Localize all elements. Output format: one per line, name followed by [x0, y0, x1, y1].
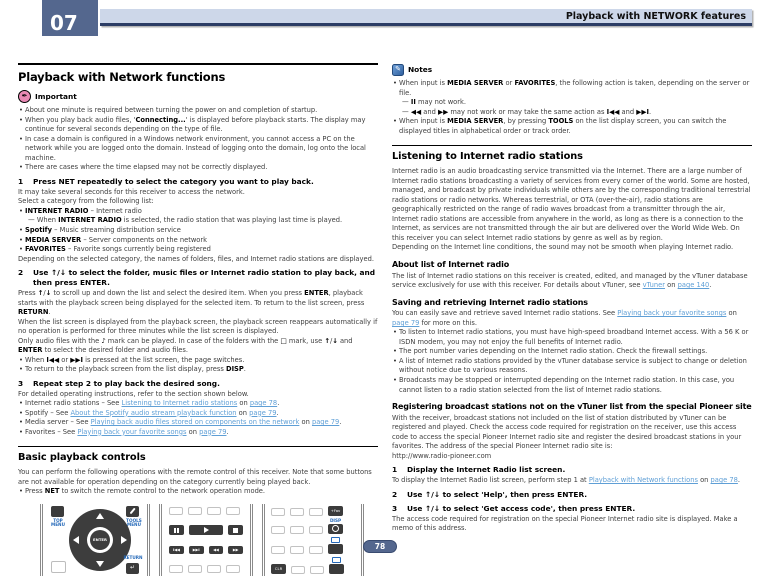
unlabeled-button [309, 526, 323, 534]
paragraph: The access code required for registration on the special Pioneer Internet radio site is displayed. Make a memo of this address. [392, 514, 738, 533]
register-step-3-heading: 3 Use ↑/↓ to select 'Get access code', then press ENTER. [392, 503, 636, 513]
pause-button [169, 525, 184, 535]
list-item: • There are cases where the time elapsed may not be correctly displayed. [18, 163, 378, 173]
notes-callout [392, 64, 752, 76]
list-item: • A list of Internet radio stations provided by the vTuner database service is subject to change or deletion without notice due to various reasons. [392, 357, 752, 376]
disp-button-group [328, 519, 343, 534]
disp-label: DISP [329, 517, 342, 523]
paragraph: Only audio files with the ♪ mark can be played. In case of the folders with the □ mark, use ↑/↓ and ENTER to select the desired folder and audio files. [18, 336, 353, 355]
list-subnote: — II may not work. [402, 98, 467, 107]
play-button [189, 525, 223, 535]
step-2-heading: 2 Use ↑/↓ to select the folder, music files or Internet radio station to play back, and then press ENTER. [18, 268, 376, 288]
stop-icon [233, 528, 238, 533]
paragraph: To display the Internet Radio list screen, perform step 1 at Playback with Network functions on page 78. [392, 476, 741, 485]
unlabeled-button [310, 566, 324, 574]
display-button [328, 524, 343, 534]
section-title: Playback with Network functions [18, 63, 378, 85]
cross-reference-link[interactable]: page 79 [249, 408, 277, 417]
directional-pad [69, 509, 131, 571]
pioneer-radio-url: http://www.radio-pioneer.com [392, 451, 492, 460]
paragraph: It may take several seconds for this receiver to access the network. [18, 187, 245, 196]
list-subnote: — When INTERNET RADIO is selected, the radio station that was playing last time is played. [28, 216, 343, 225]
cross-reference-link[interactable]: page 78 [710, 476, 738, 485]
previous-track-button: I◀◀ [169, 546, 184, 554]
list-item: • Internet radio stations – See Listening to Internet radio stations on page 78. [18, 399, 378, 409]
cross-reference-link[interactable]: Playing back your favorite songs [77, 427, 187, 436]
cross-reference-link[interactable]: Playing back your favorite songs [617, 309, 727, 318]
list-item: • Spotify – Music streaming distribution service [18, 226, 378, 236]
cross-reference-list [18, 399, 378, 437]
page-content [18, 63, 752, 576]
unlabeled-button [290, 526, 304, 534]
function-button-group [329, 557, 344, 574]
paragraph: For detailed operating instructions, refer to the section shown below. [18, 389, 249, 398]
important-list [18, 106, 378, 173]
basic-controls-list [18, 487, 378, 497]
right-arrow-icon [121, 536, 127, 544]
list-item: • When input is MEDIA SERVER or FAVORITES, the following action is taken, depending on the server or file. [392, 79, 752, 98]
paragraph: When the list screen is displayed from the playback screen, the playback screen reappears automatically if no operation is performed for three minutes while the list screen is displayed. [18, 317, 378, 336]
page-header-bar [100, 9, 752, 26]
cross-reference-link[interactable]: page 78 [249, 399, 278, 408]
register-step-1-heading: 1 Display the Internet Radio list screen. [392, 465, 566, 475]
page-number-badge [363, 540, 397, 553]
unlabeled-button [271, 546, 285, 554]
paragraph: You can perform the following operations with the remote control of this receiver. Note that some buttons are not available for operation depending on the category currently being played back. [18, 468, 372, 486]
clock-icon [332, 525, 339, 532]
up-arrow-icon [96, 513, 104, 519]
play-icon [204, 527, 209, 533]
important-icon: ✒ [18, 90, 31, 103]
button-row [271, 557, 355, 574]
basic-controls-title: Basic playback controls [18, 446, 378, 465]
cross-reference-link[interactable]: page 79 [199, 427, 227, 436]
chapter-number: 07 [50, 11, 78, 35]
cross-reference-link[interactable]: Listening to Internet radio stations [121, 399, 238, 408]
button-row [271, 537, 355, 554]
paragraph: You can easily save and retrieve saved Internet radio stations. See Playing back your favorite songs on page 79 for more on this. [392, 309, 737, 327]
cross-reference-link[interactable]: vTuner [642, 281, 666, 290]
list-subnote: — ◀◀ and ▶▶ may not work or may take the same action as I◀◀ and ▶▶I. [402, 107, 652, 116]
unlabeled-button [226, 565, 240, 573]
notes-icon: ✎ [392, 64, 404, 76]
top-menu-label: TOP MENU [51, 517, 65, 528]
saving-subheading: Saving and retrieving Internet radio stations [392, 297, 588, 307]
step-3-heading: 3 Repeat step 2 to play back the desired song. [18, 378, 220, 388]
registering-subheading: Registering broadcast stations not on the vTuner list from the special Pioneer site [392, 402, 752, 412]
category-list [18, 207, 378, 255]
cross-reference-link[interactable]: page 140 [677, 281, 710, 290]
remote-panel-navigation [40, 504, 150, 576]
step-1-heading: 1 Press NET repeatedly to select the category you want to play back. [18, 176, 314, 186]
paragraph: Depending on the Internet line conditions, the sound may not be smooth when playing Internet radio. [392, 243, 734, 252]
list-item: • FAVORITES – Favorite songs currently being registered [18, 245, 378, 255]
button-row [169, 565, 243, 573]
list-item: • Press NET to switch the remote control to the network operation mode. [18, 487, 378, 497]
chapter-number-box [42, 0, 98, 36]
remote-panel-transport [159, 504, 253, 576]
unlabeled-button [291, 566, 305, 574]
list-item: • Spotify – See About the Spotify audio stream playback function on page 79. [18, 409, 378, 419]
unlabeled-button [309, 546, 323, 554]
paragraph: Select a category from the following list: [18, 197, 154, 206]
button-row [271, 506, 355, 516]
cross-reference-link[interactable]: page 79 [392, 318, 420, 327]
unlabeled-button [207, 565, 221, 573]
list-item: • Media server – See Playing back audio files stored on components on the network on page 79. [18, 418, 378, 428]
button-row [169, 507, 243, 515]
unlabeled-button [271, 526, 285, 534]
tools-menu-label: TOOLS MENU [126, 517, 142, 528]
return-label: RETURN [123, 555, 143, 561]
return-button: ↵ [126, 563, 139, 574]
remote-control-illustration [40, 504, 378, 576]
paragraph: Internet radio is an audio broadcasting service transmitted via the Internet. There are a large number of Internet radio stations broadcasting a variety of services from every corner of the world. Some are hosted, managed, and broadcast by private individuals while others are by the corresponding traditional terrestrial radio stations or radio networks. Whereas terrestrial, or OTA (over-the-air), radio stations are geographically restricted on the range of radio waves broadcast from a transmitter through the air, Internet radio stations are accessible from anywhere in the world, as long as there is a connection to the Internet, as services are not transmitted through the air but are delivered over the World Wide Web. On this receiver you can select Internet radio stations by genre as well as by region. [392, 167, 751, 242]
left-arrow-icon [73, 536, 79, 544]
about-subheading: About list of Internet radio [392, 259, 510, 269]
list-item: • INTERNET RADIO – Internet radio [18, 207, 378, 217]
unlabeled-button [271, 508, 285, 516]
notes-list [392, 79, 752, 136]
button-row [271, 519, 355, 534]
important-callout [18, 90, 378, 103]
unlabeled-button [188, 507, 202, 515]
unlabeled-button [226, 507, 240, 515]
list-item: • When you play back audio files, 'Connecting...' is displayed before playback starts. The display may continue for several seconds depending on the type of file. [18, 116, 378, 135]
list-item: • Favorites – See Playing back your favorite songs on page 79. [18, 428, 378, 438]
list-item: • About one minute is required between turning the power on and completion of startup. [18, 106, 378, 116]
unlabeled-button [290, 508, 304, 516]
stop-button [228, 525, 243, 535]
tools-menu-button [126, 506, 139, 517]
paragraph: Press ↑/↓ to scroll up and down the list and select the desired item. When you press ENTER, playback starts with the playback screen being displayed for the selected item. To return to the list screen, press RETURN. [18, 289, 365, 317]
header-title: Playback with NETWORK features [565, 10, 746, 22]
cross-reference-link[interactable]: Playing back audio files stored on components on the network [90, 418, 300, 427]
list-item: • MEDIA SERVER – Server components on the network [18, 236, 378, 246]
cross-reference-link[interactable]: page 79 [311, 418, 340, 427]
unlabeled-button [51, 561, 66, 573]
unlabeled-button [169, 565, 183, 573]
remote-panel-function [262, 504, 364, 576]
clear-button: CLR [271, 564, 286, 574]
fast-forward-button: ▶▶ [228, 546, 243, 554]
next-track-button: ▶▶I [189, 546, 204, 554]
button-row [169, 546, 243, 554]
register-step-2-heading: 2 Use ↑/↓ to select 'Help', then press ENTER. [392, 489, 588, 499]
blue-function-icon [331, 537, 340, 543]
enter-button: ENTER [90, 530, 110, 550]
list-item: • When I◀◀ or ▶▶I is pressed at the list screen, the page switches. [18, 356, 378, 366]
wrench-icon [130, 508, 136, 514]
add-favorite-button: +Fav [328, 506, 343, 516]
cross-reference-link[interactable]: Playback with Network functions [588, 476, 698, 485]
list-item: • When input is MEDIA SERVER, by pressing TOOLS on the list display screen, you can switch the displayed titles in alphabetical order or track order. [392, 117, 752, 136]
left-column [18, 63, 378, 576]
paragraph: The list of Internet radio stations on this receiver is created, edited, and managed by the vTuner database service exclusively for use with this receiver. For details about vTuner, see vTuner on page 140. [392, 271, 748, 290]
unlabeled-button [207, 507, 221, 515]
unlabeled-button [188, 565, 202, 573]
step-2-notes [18, 356, 378, 375]
top-menu-button [51, 506, 64, 517]
saving-list [392, 328, 752, 395]
function-button-group [328, 537, 343, 554]
unlabeled-button [309, 508, 323, 516]
list-item: • The port number varies depending on the Internet radio station. Check the firewall settings. [392, 347, 752, 357]
unlabeled-button [290, 546, 304, 554]
rewind-button: ◀◀ [209, 546, 224, 554]
page-number: 78 [374, 542, 386, 551]
list-item: • In case a domain is configured in a Windows network environment, you cannot access a PC on the network while you are logged onto the domain. Instead of logging onto the domain, log onto the local machine. [18, 135, 378, 164]
function-button [329, 564, 344, 574]
right-column [392, 63, 752, 576]
unlabeled-button [169, 507, 183, 515]
important-label: Important [35, 91, 77, 101]
cross-reference-link[interactable]: About the Spotify audio stream playback function [70, 408, 237, 417]
list-item: • Broadcasts may be stopped or interrupted depending on the Internet radio station. In this case, you cannot listen to a radio station selected from the list of Internet radio stations. [392, 376, 752, 395]
function-button [328, 544, 343, 554]
button-row [169, 525, 243, 535]
list-item: • To listen to Internet radio stations, you must have high-speed broadband Internet access. With a 56 K or ISDN modem, you may not enjoy the full benefits of Internet radio. [392, 328, 752, 347]
notes-label: Notes [408, 64, 433, 74]
listening-section-title: Listening to Internet radio stations [392, 145, 752, 164]
paragraph: With the receiver, broadcast stations not included on the list of station distributed by vTuner can be registered and played. Check the access code required for registration on the receiver, use this access code to access the special Pioneer Internet radio site and register the desired broadcast stations in your favorites. The address of the special Pioneer Internet radio site is: [392, 413, 742, 451]
paragraph: Depending on the selected category, the names of folders, files, and Internet radio stations are displayed. [18, 254, 374, 263]
list-item: • To return to the playback screen from the list display, press DISP. [18, 365, 378, 375]
